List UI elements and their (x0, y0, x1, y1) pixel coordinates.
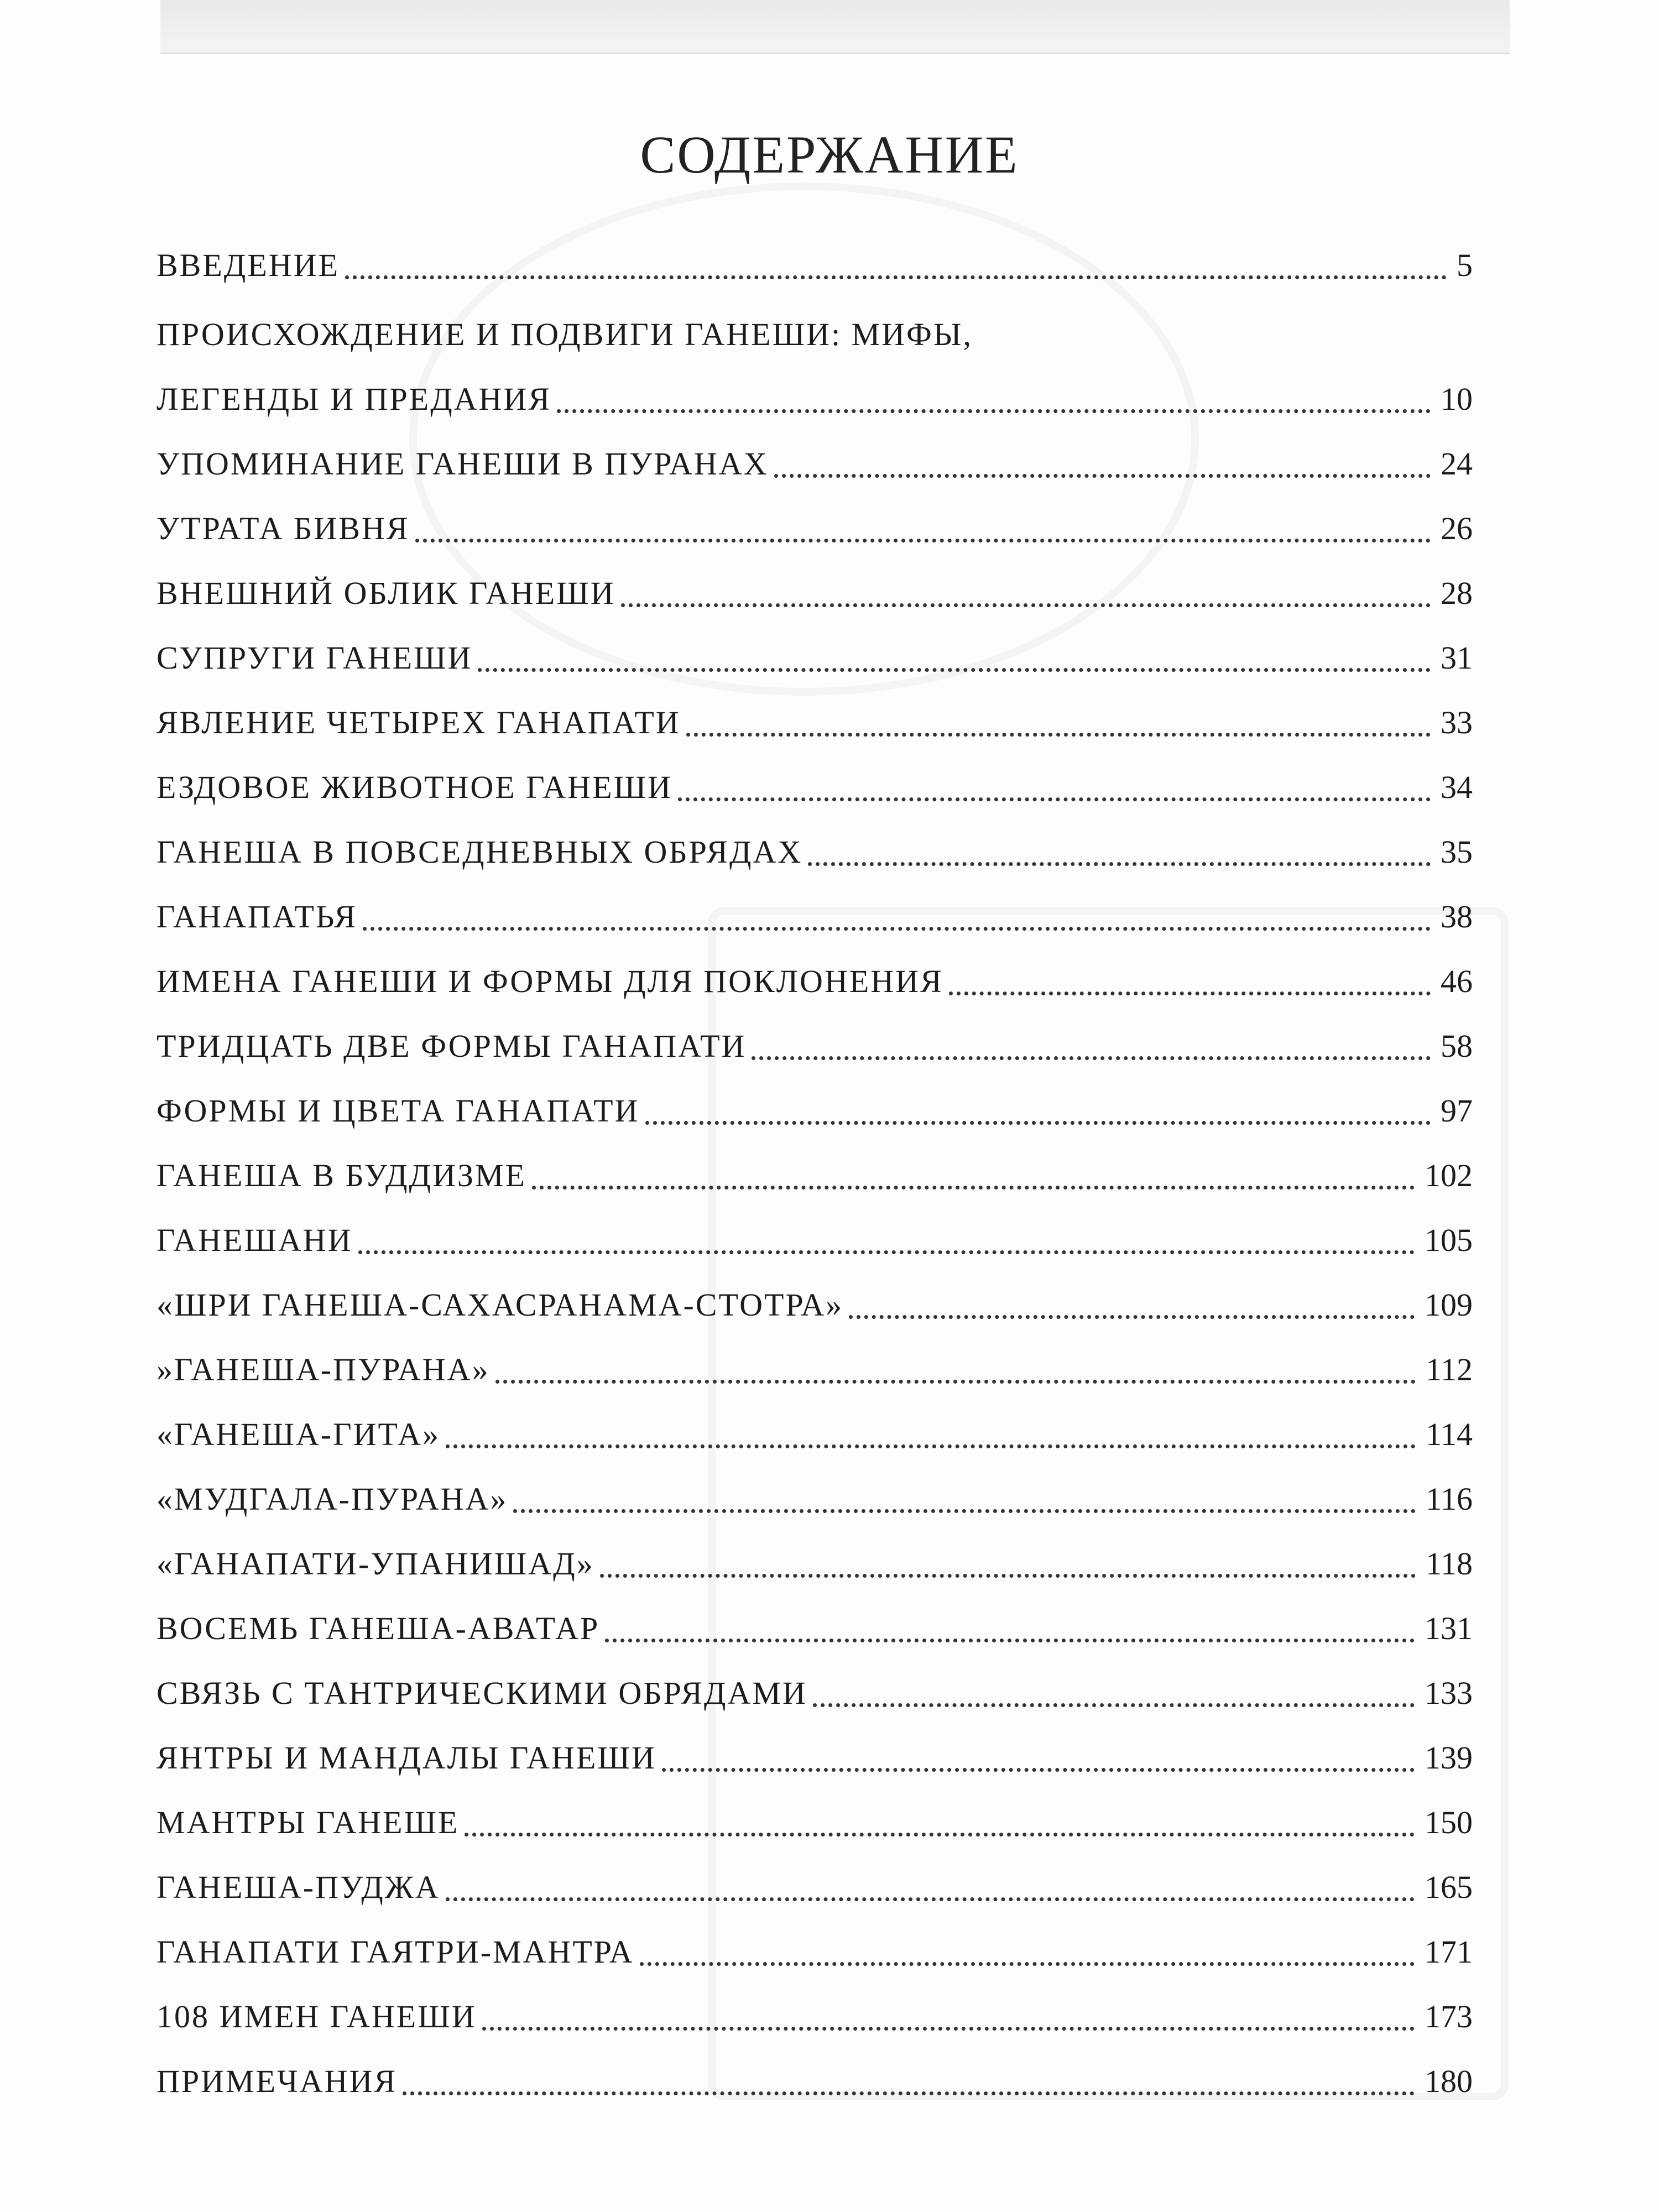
toc-entry-label: »ГАНЕША-ПУРАНА» (156, 1352, 490, 1387)
toc-dot-leader (415, 539, 1431, 542)
toc-dot-leader (686, 733, 1431, 737)
toc-entry-label: ПРИМЕЧАНИЯ (156, 2063, 398, 2099)
toc-entry-label: ФОРМЫ И ЦВЕТА ГАНАПАТИ (156, 1093, 640, 1129)
toc-entry (156, 560, 1473, 625)
toc-entry-label: ЛЕГЕНДЫ И ПРЕДАНИЯ (156, 381, 552, 417)
toc-page-number: 34 (1441, 769, 1473, 805)
toc-entry-label: УТРАТА БИВНЯ (156, 510, 410, 546)
toc-page-number: 58 (1441, 1028, 1473, 1064)
toc-entry (156, 1337, 1473, 1401)
toc-page-number: 26 (1441, 510, 1473, 546)
toc-page-number: 131 (1425, 1610, 1473, 1646)
toc-entry-label: МАНТРЫ ГАНЕШЕ (156, 1804, 460, 1840)
toc-page-number: 112 (1426, 1352, 1473, 1387)
toc-entry-label: ГАНАПАТИ ГАЯТРИ-МАНТРА (156, 1934, 634, 1970)
toc-entry-label: ИМЕНА ГАНЕШИ И ФОРМЫ ДЛЯ ПОКЛОНЕНИЯ (156, 963, 943, 999)
toc-dot-leader (678, 797, 1431, 801)
toc-dot-leader (662, 1768, 1415, 1772)
table-of-contents (156, 232, 1473, 2113)
toc-entry (156, 1725, 1473, 1790)
toc-entry-label: ГАНЕША В ПОВСЕДНЕВНЫХ ОБРЯДАХ (156, 834, 803, 870)
toc-entry (156, 1401, 1473, 1466)
toc-dot-leader (640, 1962, 1415, 1966)
toc-entry-label: СУПРУГИ ГАНЕШИ (156, 640, 473, 676)
toc-page-number: 118 (1426, 1546, 1473, 1582)
toc-page-number: 150 (1425, 1804, 1473, 1840)
toc-dot-leader (465, 1833, 1415, 1837)
toc-entry (156, 1919, 1473, 1984)
toc-dot-leader (446, 1444, 1416, 1448)
toc-page-number: 173 (1425, 1999, 1473, 2034)
toc-entry-label: ПРОИСХОЖДЕНИЕ И ПОДВИГИ ГАНЕШИ: МИФЫ, (156, 316, 973, 352)
toc-entry-label: ВОСЕМЬ ГАНЕША-АВАТАР (156, 1610, 600, 1646)
toc-entry (156, 625, 1473, 690)
toc-entry-label: ЯНТРЫ И МАНДАЛЫ ГАНЕШИ (156, 1740, 656, 1776)
toc-entry-label: ВНЕШНИЙ ОБЛИК ГАНЕШИ (156, 575, 615, 611)
toc-entry (156, 948, 1473, 1013)
toc-page-number: 180 (1425, 2063, 1473, 2099)
toc-dot-leader (478, 668, 1431, 672)
toc-dot-leader (532, 1186, 1415, 1190)
toc-page-number: 46 (1441, 963, 1473, 999)
toc-entry-label: ГАНАПАТЬЯ (156, 899, 357, 935)
toc-dot-leader (363, 927, 1431, 931)
toc-entry-label: ЯВЛЕНИЕ ЧЕТЫРЕХ ГАНАПАТИ (156, 705, 681, 740)
toc-entry (156, 1595, 1473, 1660)
toc-page-number: 35 (1441, 834, 1473, 870)
toc-entry (156, 1531, 1473, 1595)
toc-page-number: 38 (1441, 899, 1473, 935)
toc-page-number: 109 (1425, 1287, 1473, 1323)
toc-entry-label: ЕЗДОВОЕ ЖИВОТНОЕ ГАНЕШИ (156, 769, 672, 805)
toc-entry (156, 431, 1473, 495)
toc-entry (156, 690, 1473, 754)
toc-page-number: 102 (1425, 1157, 1473, 1193)
toc-entry (156, 495, 1473, 560)
toc-entry-label: ТРИДЦАТЬ ДВЕ ФОРМЫ ГАНАПАТИ (156, 1028, 747, 1064)
toc-entry-label: «ШРИ ГАНЕША-САХАСРАНАМА-СТОТРА» (156, 1287, 844, 1323)
toc-dot-leader (621, 603, 1431, 607)
toc-page-number: 165 (1425, 1869, 1473, 1905)
toc-entry (156, 2048, 1473, 2113)
toc-dot-leader (513, 1509, 1416, 1513)
toc-page-number: 105 (1425, 1222, 1473, 1258)
toc-entry (156, 1854, 1473, 1919)
toc-entry-label: ГАНЕШАНИ (156, 1222, 353, 1258)
toc-entry-label: СВЯЗЬ С ТАНТРИЧЕСКИМИ ОБРЯДАМИ (156, 1675, 807, 1711)
toc-entry-label: УПОМИНАНИЕ ГАНЕШИ В ПУРАНАХ (156, 446, 769, 482)
toc-dot-leader (752, 1056, 1431, 1060)
toc-entry (156, 1013, 1473, 1078)
toc-entry (156, 754, 1473, 819)
toc-dot-leader (849, 1315, 1415, 1319)
toc-entry (156, 1142, 1473, 1207)
toc-entry (156, 1078, 1473, 1142)
toc-dot-leader (557, 409, 1431, 413)
toc-page-number: 114 (1426, 1416, 1473, 1452)
toc-dot-leader (446, 1897, 1415, 1901)
toc-entry (156, 1790, 1473, 1854)
toc-entry-label: «МУДГАЛА-ПУРАНА» (156, 1481, 508, 1517)
toc-entry-label: 108 ИМЕН ГАНЕШИ (156, 1999, 477, 2034)
toc-entry-label: «ГАНАПАТИ-УПАНИШАД» (156, 1546, 594, 1582)
toc-entry (156, 819, 1473, 884)
toc-dot-leader (813, 1703, 1415, 1707)
toc-dot-leader (482, 2027, 1415, 2031)
toc-entry-label: ГАНЕША В БУДДИЗМЕ (156, 1157, 527, 1193)
toc-entry (156, 1207, 1473, 1272)
toc-page-number: 31 (1441, 640, 1473, 676)
toc-entry (156, 1984, 1473, 2048)
toc-page-number: 28 (1441, 575, 1473, 611)
toc-entry (156, 366, 1473, 431)
toc-entry (156, 1466, 1473, 1531)
page-header-strip (160, 0, 1510, 54)
toc-entry (156, 1272, 1473, 1337)
toc-entry-label: ВВЕДЕНИЕ (156, 247, 340, 283)
toc-entry-label: ГАНЕША-ПУДЖА (156, 1869, 440, 1905)
toc-page-number: 33 (1441, 705, 1473, 740)
toc-dot-leader (605, 1639, 1415, 1642)
toc-page-number: 171 (1425, 1934, 1473, 1970)
toc-dot-leader (358, 1250, 1415, 1254)
toc-dot-leader (808, 862, 1431, 866)
toc-page-number: 24 (1441, 446, 1473, 482)
toc-page-number: 116 (1426, 1481, 1473, 1517)
toc-dot-leader (774, 474, 1431, 478)
toc-dot-leader (645, 1121, 1431, 1125)
page-title: СОДЕРЖАНИЕ (640, 125, 1019, 185)
toc-page-number: 97 (1441, 1093, 1473, 1129)
toc-entry (156, 297, 1473, 366)
toc-entry (156, 232, 1473, 297)
toc-page-number: 5 (1457, 247, 1473, 283)
toc-entry (156, 884, 1473, 948)
toc-dot-leader (403, 2091, 1415, 2095)
toc-entry (156, 1660, 1473, 1725)
toc-dot-leader (949, 992, 1431, 995)
toc-dot-leader (600, 1574, 1416, 1578)
toc-dot-leader (345, 275, 1447, 279)
toc-page-number: 10 (1441, 381, 1473, 417)
toc-page-number: 139 (1425, 1740, 1473, 1776)
toc-dot-leader (495, 1380, 1416, 1384)
toc-page-number: 133 (1425, 1675, 1473, 1711)
toc-entry-label: «ГАНЕША-ГИТА» (156, 1416, 440, 1452)
